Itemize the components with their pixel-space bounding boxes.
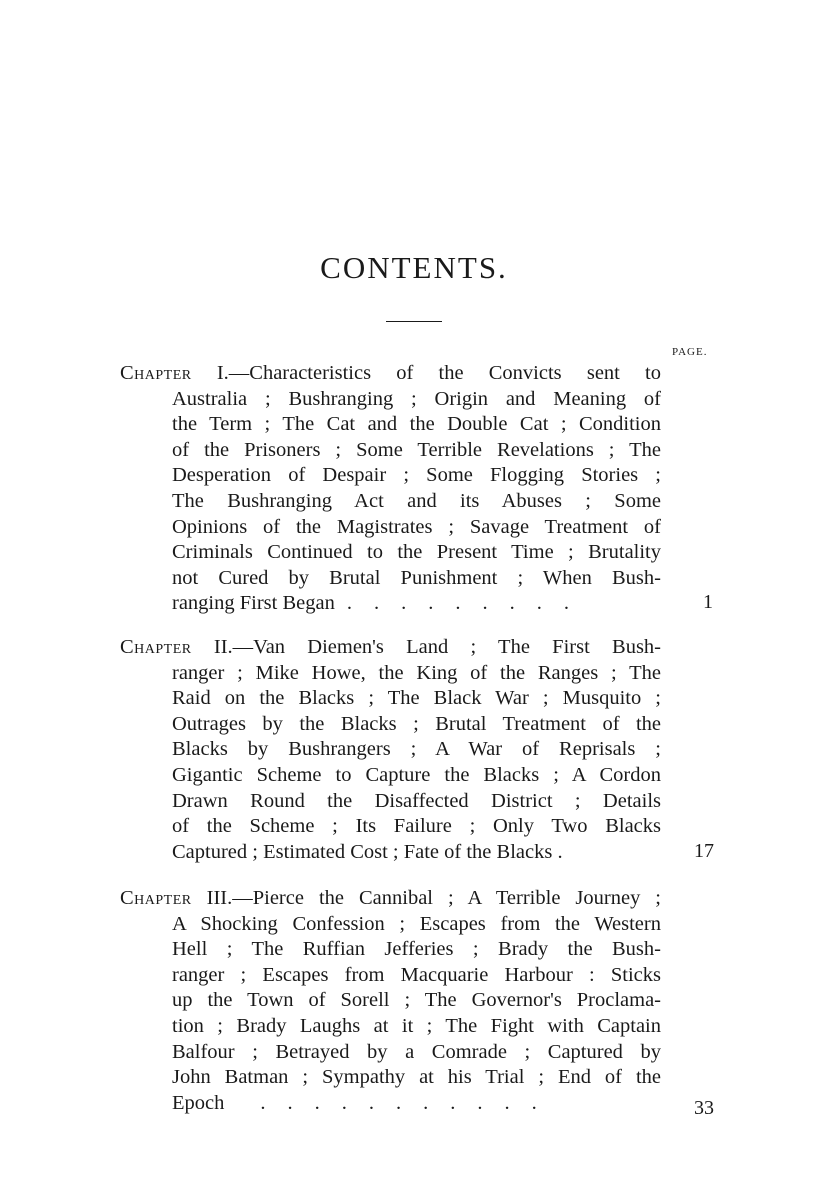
leader-dots: ........... [260,1091,559,1114]
toc-line: Balfour ; Betrayed by a Comrade ; Captured by [172,1040,661,1063]
toc-entry-text [120,886,661,1116]
chapter-label: Chapter [120,636,192,658]
chapter-label: Chapter [120,362,192,384]
toc-line: The Bushranging Act and its Abuses ; Some [172,489,661,512]
toc-line: ranger ; Mike Howe, the King of the Ranges ; The [172,661,661,684]
toc-line: ranging First Began [172,592,335,615]
toc-line: Raid on the Blacks ; The Black War ; Musquito ; [172,687,661,710]
toc-line: Gigantic Scheme to Capture the Blacks ; A Cordon [172,763,661,786]
toc-line: Outrages by the Blacks ; Brutal Treatment of the [172,712,661,735]
toc-entry-text [120,361,661,617]
toc-entry-first-line [120,635,661,661]
chapter-numeral: III. [206,887,233,909]
toc-line: of the Prisoners ; Some Terrible Revelations ; The [172,438,661,461]
toc-entry-first-line [120,361,661,387]
toc-line: up the Town of Sorell ; The Governor's Proclama- [172,989,661,1012]
toc-line: John Batman ; Sympathy at his Trial ; End of the [172,1066,661,1089]
toc-line: the Term ; The Cat and the Double Cat ; Condition [172,413,661,436]
toc-line: —Characteristics of the Convicts sent to [228,362,661,384]
toc-line: Australia ; Bushranging ; Origin and Meaning of [172,387,661,410]
page-number: 33 [694,1097,714,1119]
chapter-label: Chapter [120,887,192,909]
toc-line: Drawn Round the Disaffected District ; Details [172,789,661,812]
toc-line: Criminals Continued to the Present Time ; Brutality [172,541,661,564]
toc-line: tion ; Brady Laughs at it ; The Fight with Captain [172,1014,661,1037]
title-rule [386,321,442,322]
toc-last-line [120,591,661,617]
toc-line: Desperation of Despair ; Some Flogging Stories ; [172,464,661,487]
toc-line: Blacks by Bushrangers ; A War of Reprisals ; [172,738,661,761]
toc-line: A Shocking Confession ; Escapes from the Western [172,912,661,935]
page-number: 17 [694,840,714,862]
toc-line: Epoch [172,1091,225,1114]
toc-entry-text [120,635,661,865]
page-column-heading: PAGE. [672,346,708,358]
toc-line: Hell ; The Ruffian Jefferies ; Brady the Bush- [172,938,661,961]
toc-line: of the Scheme ; Its Failure ; Only Two Blacks [172,815,661,838]
toc-line: ranger ; Escapes from Macquarie Harbour : Sticks [172,963,661,986]
chapter-numeral: II. [213,636,233,658]
toc-line: Captured ; Estimated Cost ; Fate of the Blacks . [172,840,563,863]
toc-line: —Van Diemen's Land ; The First Bush- [232,636,661,658]
page-number: 1 [703,591,713,613]
toc-line: not Cured by Brutal Punishment ; When Bush- [172,566,661,589]
chapter-numeral: I. [216,362,229,384]
toc-line: —Pierce the Cannibal ; A Terrible Journey ; [232,887,662,909]
toc-entry-first-line [120,886,661,912]
page-title: CONTENTS. [320,250,508,285]
toc-last-line [120,1091,661,1117]
leader-dots: ......... [346,592,591,615]
toc-line: Opinions of the Magistrates ; Savage Treatment of [172,515,661,538]
